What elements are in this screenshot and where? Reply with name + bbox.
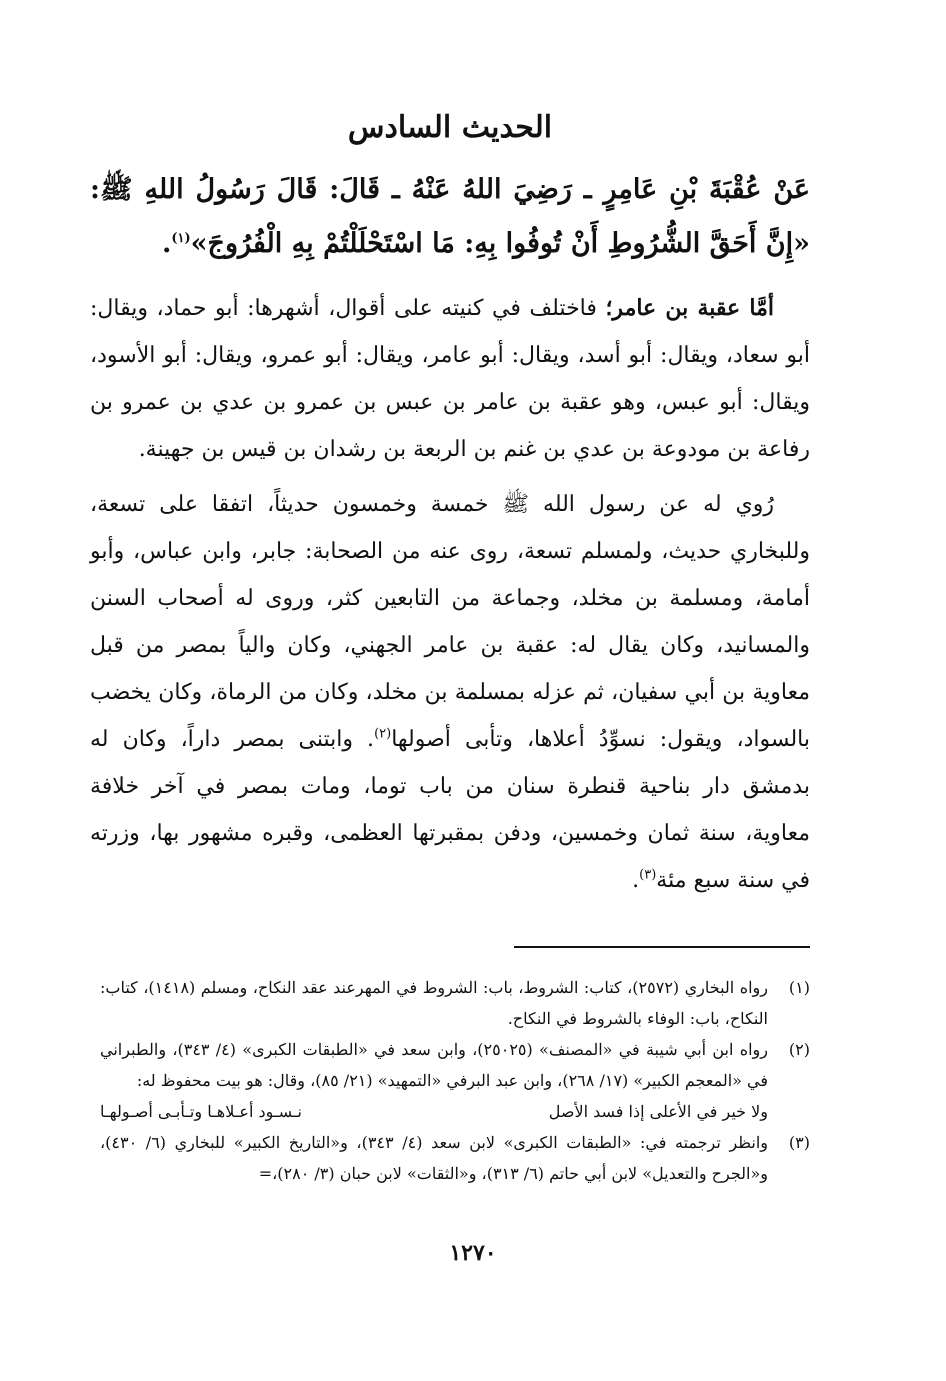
- footnote-text: رواه ابن أبي شيبة في «المصنف» (٢٥٠٢٥)، وابن سعد في «الطبقات الكبرى» (٤/ ٣٤٣)، والطبراني في «المعجم الكبير» (١٧/ ٢٦٨)، وابن عبد البرفي «التمهيد» (٢١/ ٨٥)، وقال: هو بيت محفوظ له:: [100, 1040, 768, 1090]
- page-title: الحديث السادس: [347, 110, 553, 145]
- hadith-body: عَنْ عُقْبَةَ بْنِ عَامِرٍ ـ رَضِيَ اللهُ عَنْهُ ـ قَالَ: قَالَ رَسُولُ اللهِ ﷺ: «إِنَّ أَحَقَّ الشُّرُوطِ أَنْ تُوفُوا بِهِ: مَا اسْتَحْلَلْتُمْ بِهِ الْفُرُوجَ»: [90, 174, 810, 259]
- footnote-number: (٣): [788, 1133, 810, 1152]
- paragraph-kunya: [90, 285, 810, 473]
- footnote-number: (٢): [788, 1040, 810, 1059]
- footnote-ref-3[interactable]: (٣): [639, 867, 657, 883]
- footnotes: [100, 972, 810, 1189]
- footnote-2: [100, 1034, 810, 1127]
- page-body: [90, 110, 810, 912]
- footnote-text: رواه البخاري (٢٥٧٢)، كتاب: الشروط، باب: الشروط في المهرعند عقد النكاح، ومسلم (١٤١٨)، كتاب: النكاح، باب: الوفاء بالشروط في النكاح.: [100, 978, 769, 1028]
- paragraph-end: .: [632, 868, 640, 893]
- footnote-text: وانظر ترجمته في: «الطبقات الكبرى» لابن سعد (٤/ ٣٤٣)، و«التاريخ الكبير» للبخاري (٦/ ٤٣٠)، و«الجرح والتعديل» لابن أبي حاتم (٦/ ٣١٣)، و«الثقات» لابن حبان (٣/ ٢٨٠)،=: [100, 1133, 769, 1183]
- verse-second-hemistich: نـسـود أعـلاهـا وتـأبـى أصـولهـا: [100, 1102, 302, 1121]
- paragraph-text: . وابتنى بمصر داراً، وكان له بدمشق دار بناحية قنطرة سنان من باب توما، ومات بمصر في آخر خلافة معاوية، سنة ثمان وخمسين، ودفن بمقبرتها العظمى، وقبره مشهور بها، وزرته في سنة سبع مئة: [90, 727, 810, 893]
- verse-first-hemistich: ولا خير في الأعلى إذا فسد الأصل: [548, 1102, 768, 1121]
- footnote-number: (١): [788, 978, 810, 997]
- paragraph-text: فاختلف في كنيته على أقوال، أشهرها: أبو حماد، ويقال: أبو سعاد، ويقال: أبو أسد، ويقال: أبو عامر، ويقال: أبو عمرو، ويقال: أبو الأسود، ويقال: أبو عبس، وهو عقبة بن عامر بن عبس بن عمرو بن عدي بن عمرو بن رفاعة بن مودوعة بن عدي بن غنم بن الربعة بن رشدان بن قيس بن جهينة.: [90, 296, 810, 462]
- footnote-divider: [514, 946, 810, 948]
- paragraph-text: رُوي له عن رسول الله ﷺ خمسة وخمسون حديثاً، اتفقا على تسعة، وللبخاري حديث، ولمسلم تسعة، روى عنه من الصحابة: جابر، وابن عباس، وأبو أمامة، ومسلمة بن مخلد، وجماعة من التابعين كثر، وروى له أصحاب السنن والمسانيد، وكان يقال له: عقبة بن عامر الجهني، وكان والياً بمصر من قبل معاوية بن أبي سفيان، ثم عزله بمسلمة بن مخلد، وكان من الرماة، وكان يخضب بالسواد، ويقول: نسوِّدُ أعلاها، وتأبى أصولها: [90, 492, 810, 752]
- footnote-3: [100, 1127, 810, 1189]
- hadith-text: [90, 163, 810, 271]
- footnote-ref-1[interactable]: (١): [171, 231, 191, 246]
- poetry-verse: [100, 1096, 768, 1127]
- paragraph-biography: [90, 481, 810, 904]
- footnote-ref-2[interactable]: (٢): [374, 726, 392, 742]
- page-number: ١٢٧٠: [449, 1240, 497, 1266]
- paragraph-lead: أمَّا عقبة بن عامر؛: [605, 295, 774, 321]
- footnote-1: [100, 972, 810, 1034]
- hadith-end: .: [161, 228, 172, 259]
